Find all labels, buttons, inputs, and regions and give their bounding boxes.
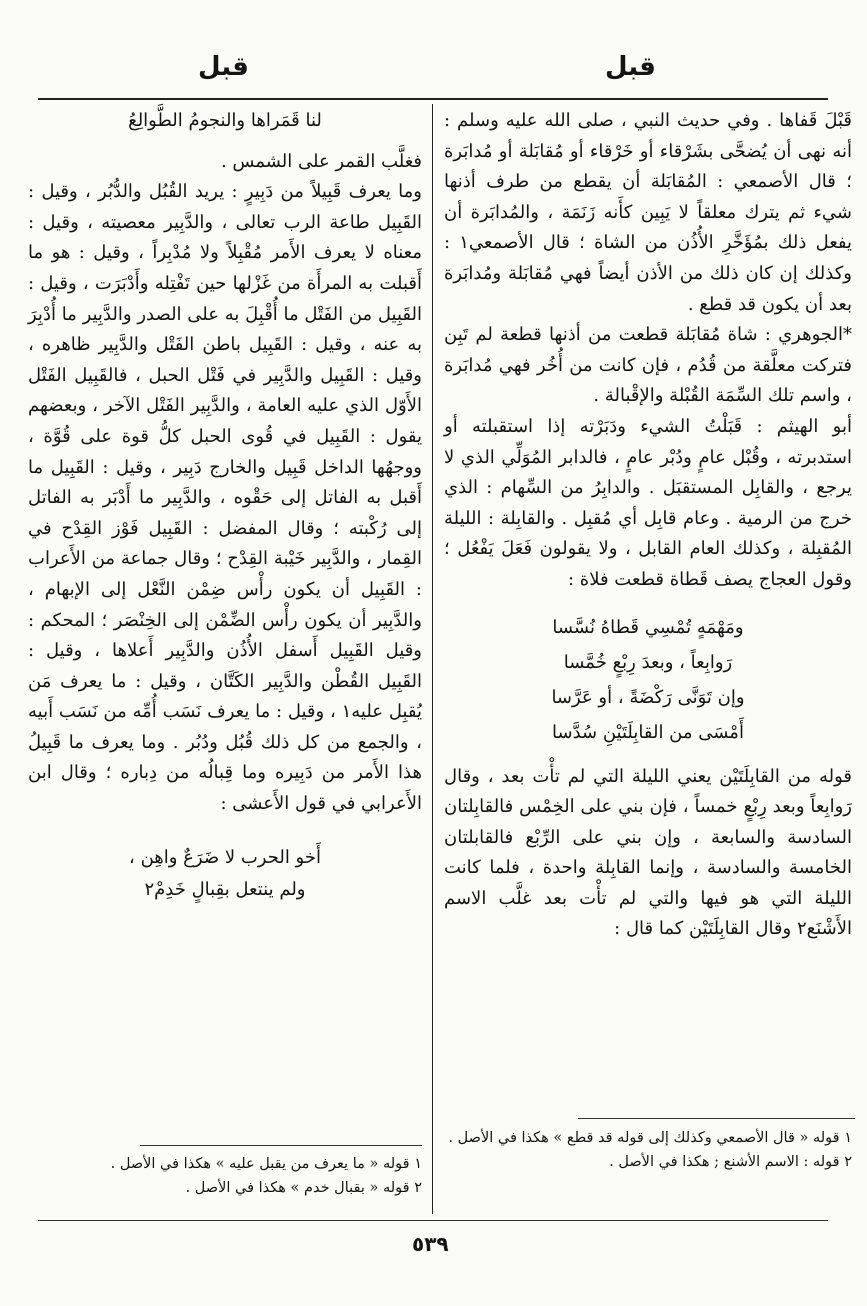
- right-paragraph-3: أبو الهيثم : قَبَلْتُ الشيء ودَبَرْته إذا استقبلته أو استدبرته ، وقُبْل عامٍ ودُبْر عامٍ ، فالدابر المُوَلِّي الذي لا يرجع ، والقابِل المستقبَل . والدابِرُ من السِّهام : الذي خرج من الرمية . وعام قابِل أي مُقبِل . والقابِلة : الليلة المُقبِلة ، وكذلك العام القابل ، ولا يقولون فَعَلَ يَفْعُل ؛ وقول العجاج يصف قَطاة قطعت فلاة :: [444, 415, 852, 590]
- verse-line-4: أَمْسَى من القابِلَتَيْنِ سُدَّسا: [552, 721, 744, 743]
- right-verse: [444, 610, 852, 750]
- footnote-rule-right: [578, 1118, 855, 1119]
- left-verse-top: لنا قَمَراها والنجومُ الطَّوالِعُ: [128, 110, 322, 131]
- verse-line-1: ومَهْمَهٍ تُمْسِي قَطاهُ نُسَّسا: [552, 616, 744, 638]
- left-paragraph-2: وما يعرف قَبِيلاً من دَبِيرٍ : يريد القُبُل والدُّبُر ، وقيل : القَبِيل طاعة الرب تعالى ، والدَّبِير معصيته ، وقيل : معناه لا يعرف الأَمر مُقْبِلاً ولا مُدْبِراً ، وقيل : هو ما أَقبلت به المرأَة من غَزْلها حين تَفْتِله وأَدْبَرَت ، وقيل : القَبِيل من الفَتْل ما أُقْبِلَ به على الصدر والدَّبِير ما أُدْبِرَ به عنه ، وقيل : القَبِيل باطن الفَتْل والدَّبِير ظاهره ، وقيل : القَبِيل والدَّبِير في فَتْل الحبل ، فالقَبِيل الفَتْل الأَوّل الذي عليه العامة ، والدَّبِير الفَتْل الآخر ، وبعضهم يقول : القَبِيل في قُوى الحبل كلُّ قوة على قُوَّة ، ووجهُها الداخل قَبِيل والخارج دَبِير ، وقيل : القَبِيل ما أَقبل به الفاتل إلى حَقْوه ، والدَّبِير ما أَدْبَر به الفاتل إلى رُكْبته ؛ وقال المفضل : القَبِيل فَوْز القِدْح في القِمار ، والدَّبِير خَيْبة القِدْح ؛ وقال جماعة من الأَعراب : القَبِيل أن يكون رأْس ضِمْن النَّعْل إلى الإبهام ، والدَّبِير أن يكون رأْس الضِّمْن إلى الخِنْصَر ؛ المحكم : وقيل القَبِيل أَسفل الأُذُن والدَّبِير أَعلاها ، وقيل : القَبِيل القُطْن والدَّبِير الكَتَّان ، وقيل : ما يعرف مَن يُقبِل عليه١ ، وقيل : ما يعرف نَسَب أُمِّه من نَسَب أَبيه ، والجمع من كل ذلك قُبُل ودُبُر . وما يعرف ما قَبِيلُ هذا الأَمر من دَبِيره وما قِبالُه من دِباره ؛ وقال ابن الأَعرابي في قول الأَعشى :: [28, 181, 422, 815]
- right-paragraph-2: *الجوهري : شاة مُقابَلة قطعت من أذنها قطعة لم تَبِن فتركت معلَّقة من قُدُم ، فإن كانت من أُخُر فهي مُدابَرة ، واسم تلك السِّمَة القُبْلة والإقْبالة .: [444, 324, 852, 407]
- column-divider: [432, 104, 433, 1214]
- footnote-right-1: ١ قوله « قال الأصمعي وكذلك إلى قوله قد قطع » هكذا في الأصل .: [448, 1130, 852, 1146]
- page-number: ٥٣٩: [412, 1232, 449, 1256]
- footer-rule: [38, 1220, 828, 1221]
- header-left-word: قبل: [198, 52, 249, 82]
- footnotes-left: [28, 1152, 422, 1200]
- left-verse-line-2: ولم ينتعل بقِبالٍ خَدِمْ٢: [144, 878, 306, 900]
- footnote-left-2: ٢ قوله « بقبال خدم » هكذا في الأصل .: [185, 1180, 422, 1196]
- right-column: [444, 106, 852, 945]
- left-verse-line-1: أَخو الحرب لا ضَرَعٌ واهِن ،: [129, 846, 321, 868]
- footnote-right-2: ٢ قوله : الاسم الأشنع ; هكذا في الأصل .: [609, 1154, 852, 1170]
- left-verse-bottom: [28, 842, 422, 906]
- footnote-left-1: ١ قوله « ما يعرف من يقبل عليه » هكذا في الأصل .: [110, 1156, 422, 1172]
- right-paragraph-1: قَبْلَ قَفاها . وفي حديث النبي ، صلى الله عليه وسلم : أنه نهى أن يُضحَّى بشَرْقاء أو خَرْقاء أو مُقابَلة أو مُدابَرة ؛ قال الأصمعي : المُقابَلة أن يقطع من طرف أذنها شيء ثم يترك معلقاً لا يَبِين كأَنه زَنَمَة ، والمُدابَرة أن يفعل ذلك بمُؤَخَّرِ الأُذُن من الشاة ؛ قال الأصمعي١ : وكذلك إن كان ذلك من الأذن أيضاً فهي مُقابَلة ومُدابَرة بعد أن يكون قد قطع .: [444, 110, 853, 315]
- verse-line-3: وإن تَوَنَّى رَكْضَةً ، أو عَرَّسا: [551, 686, 745, 708]
- left-paragraph-1: فغلَّب القمر على الشمس .: [220, 150, 422, 172]
- footnotes-right: [444, 1126, 852, 1174]
- right-paragraph-after-verse: قوله من القابِلَتَيْن يعني الليلة التي لم تأْت بعد ، وقال رَوابِعاً وبعد رِبْعٍ خمساً ، فإن بني على الخِمْس فالقابِلتان السادسة والسابعة ، وإن بني على الرِّبْع فالقابلتان الخامسة والسادسة ، وإنما القابِلة واحدة ، فلما كانت الليلة التي هو فيها والتي لم تأْت بعد غلَّب الاسم الأَشْنَع٢ وقال القابِلَتَيْن كما قال :: [444, 765, 852, 940]
- footnote-rule-left: [140, 1145, 422, 1146]
- left-column: [28, 106, 422, 918]
- header-right-word: قبل: [605, 52, 656, 82]
- header-rule: [38, 98, 828, 100]
- verse-line-2: رَوابِعاً ، وبعدَ رِبْعٍ خُمَّسا: [563, 651, 733, 673]
